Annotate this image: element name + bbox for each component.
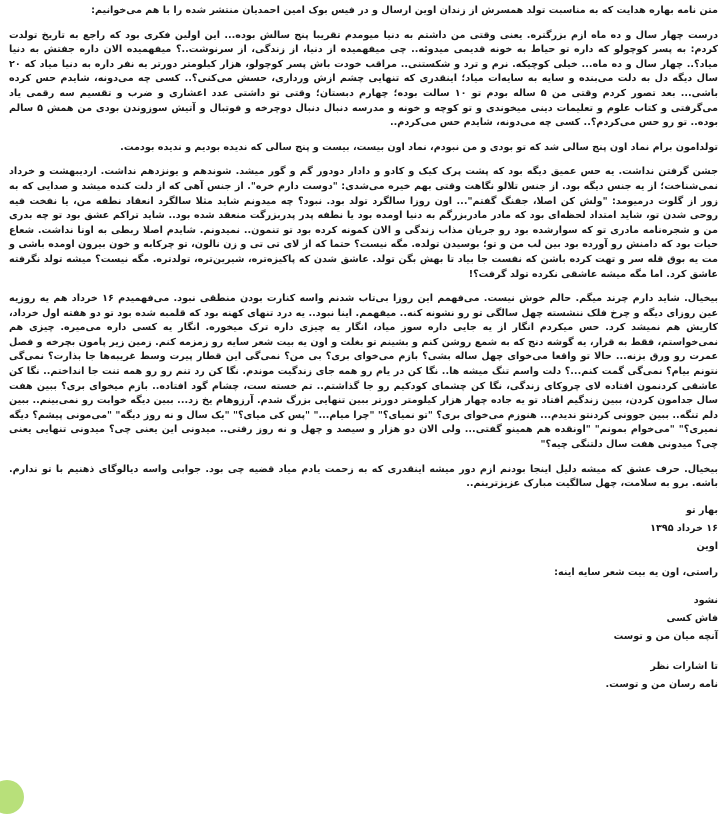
paragraph-1: درست چهار سال و ده ماه ازم بزرگتره. یعنی وقتی من داشتم به دنیا میومدم تقریبا پنج سالش بوده... این اولین فکری بود که راجع به تاریخ تولدت کردم: به پسر کوچولو که داره تو حیاط به خونه قدیمی میدوئه.. چی میفهمیده از دنیا، از زندگی، از سرنوشت..؟ میفهمیده الان داره جفتش به دنیا میاد؟.. چهار سال و ده ماه... خیلی کوچیکه. نرم و ترد و شکستنی.. مراقب خودت باش پسر کوچولو، هزار کیلومتر دورتر یه نفر داره به دنیا میاد که ۲۰ سال دیگه دل به دلت می‌بنده و سایه به سایه‌ات میاد؛ اینقدری که تنهایی چشم ازش ورداری، حسش می‌کنی؟.. کسی چه می‌دونه، شایدم حس کرده باشی... بعد تصور کردم وقتی من ۵ ساله بودم تو ۱۰ سالت بوده؛ چهارم دبستان؛ وقتی تو داشتی عدد اعشاری و ضرب و تقسیم سه رقمی یاد می‌گرفتی و کتاب علوم و تعلیمات دینی میخوندی و تو کوچه و خونه و مدرسه دنبال دنبال دوچرخه و فوتبال و آتیش سوزوندن بودی من همش ۵ سالم بوده.. تو رو حس می‌کردم؟.. کسی چه می‌دونه، شایدم حس می‌کردم.. [9,29,718,129]
intro-text: متن نامه بهاره هدایت که به مناسبت تولد همسرش از زندان اوین ارسال و در فیس بوک امین احمدیان منتشر شده را با هم می‌خوانیم: [91,5,718,16]
signature-date: ۱۶ خرداد ۱۳۹۵ [650,522,718,534]
paragraph-5: بیخیال. حرف عشق که میشه دلیل اینجا بودنم ازم دور میشه اینقدری که به زحمت یادم میاد قضیه چی بود. جوابی واسه دیالوگای ذهنیم با تو ندارم. باشه. برو به سلامت، چهل سالگیت مبارک عزیزترینم.. [9,463,718,490]
poem-line: فاش کسی [666,613,718,625]
poem-intro: راستی، اون یه بیت شعر سایه اینه: [554,566,718,578]
paragraph-3: جشن گرفتن نداشت. یه حس عمیق دیگه بود که پشت پرک کیک و کادو و دادار دودور گم و گور میشد. شوندهم و یونزدهم نداشت. اردیبهشت و خرداد نمی‌شناخت؛ از یه جنس دیگه بود. از جنس تلالو نگاهت وقتی بهم خیره می‌شدی: "دوست دارم خره". از جنس آهی که از دلت کنده میشد و صدایی که به زور از گلوت درمیومد: "ولش کن اصلا، جفنگ گفتم"... اون روزا سالگرد تولد بود. نبود؟ چه میدونم شاید مثلا سالگرد انعقاد نطفه من، یا نفخت فیه روحی شدن تو، شاید امتداد لحظه‌ای بود که مادر مادربزرگم به دنیا اومده بود یا نطفه پدر پدربزرگت منعقد شده بود.. شاید تراکم عشق بود تو چه بدری من و شجره‌نامه مادری تو که سوارشده بود رو جریان مذاب زندگی و الان کمونه کرده بود تو تنمون.. نمیدونم. شایدم اصلا ربطی به اونا نداشت. شعاع حیات بود که دامنش رو آورده بود بین لب من و تو؛ بوسیدن تولده. مگه نیست؟ حتما که از لای تی تی و زن نالون، تو چرکابه و خون بیرون اومده باشی و مت یه بوق قله سر و تهت کرده باشن که نفست جا بیاد تا بهش بگن تولد. عاشق شدن که پاکیزه‌تره، شیرین‌تره، تولدتره. مگه نیست؟ میشه تولد نگرفته عاشق کرد. اما مگه میشه عاشقی نکرده تولد گرفت؟! [9,166,718,280]
signature-block [9,502,718,556]
poem-line: نشود [693,595,718,607]
signature-place: اوین [696,540,718,552]
signature-name: بهار تو [685,504,718,516]
poem-line: تا اشارات نظر [650,661,718,673]
poem-stanza-2 [9,658,718,694]
poem-line: نامه رسان من و توست. [605,679,718,691]
paragraph-2: تولدامون برام نماد اون پنج سالی شد که تو بودی و من نبودم، نماد اون بیست، بیست و پنج سالی که ندیده بودیم و ندیده بودمت. [120,141,718,153]
poem-line: آنچه میان من و توست [613,631,718,643]
paragraph-4: بیخیال. شاید دارم چرند میگم. حالم خوش نیست. می‌فهمم این روزا بی‌تاب شدنم واسه کنارت بودن منطقی نبود. می‌فهمیدم ۱۶ خرداد هم یه روزیه عین روزای دیگه و چرخ فلک ننشسته چهل سالگی تو رو نشونه کنه.. میفهمم. اینا نبود.. یه درد تنهای کهنه بود که قلمبه شده بود تو دو هفته اول خرداد، کاریش هم نمیشد کرد. حس میکردم انگار از یه جایی داره سوز میاد، انگار یه چیزی داره ترک میخوره. انگار یه کسی داره می‌میره. چیزی هم نمی‌خواستم، فقط به قرار، یه گوشه دنج که به شمع روشن کنم و بشینم تو بغلت و اون یه بیت شعر سایه رو زمزمه کنم. زمین زیر پامون بچرخه و فصل عمرت رو ورق بزنه... حالا تو واقعا می‌خوای چهل ساله بشی؟ بازم می‌خوای بری؟ بی من؟ نمی‌گی این قطار پیرت وسط غریبه‌ها جا بذارت؟ نمی‌گی نتونم بیام؟ نمی‌گی گمت کنم...؟ دلت واسم تنگ میشه ها.. نگا کن در یام رو همه جای زندگیت موندم. نگا کن رد تنم رو رو همه تنت جا انداختم.. نگا کن عاشقی کردنمون افتاده لای چروکای زندگی، نگا کن چشمای کودکیم رو جا گذاشتم.. تم خسته ست، چشام گود افتاده.. بازم میخوای بری؟ ببین هفت سال جدامون کردن، ببین زندگیم افتاد تو یه جاده چهار هزار کیلومتر دورتر ببین تنهایی بزرگ شدم. آرزوهام یخ زد... ببین دیگه خوابت رو نمی‌بینم.. ببین دلم تنگه.. ببین جوونی کردنتو ندیدم... هنوزم می‌خوای بری؟ "تو نمیای؟" "چرا میام..." "پس کی میای؟" "یک سال و نه روز دیگه" "می‌مونی پیشم؟ دیگه نمیری؟" "می‌خوام بمونم" "اونقده هم همینو گفتی... ولی الان دو هزار و سیصد و چهل و نه روز رفتی.. میدونی این یعنی چی؟ میدونی تنهایی یعنی چی؟ میدونی هفت سال دلتنگی چیه؟" [9,293,719,451]
poem-stanza-1 [9,592,718,646]
